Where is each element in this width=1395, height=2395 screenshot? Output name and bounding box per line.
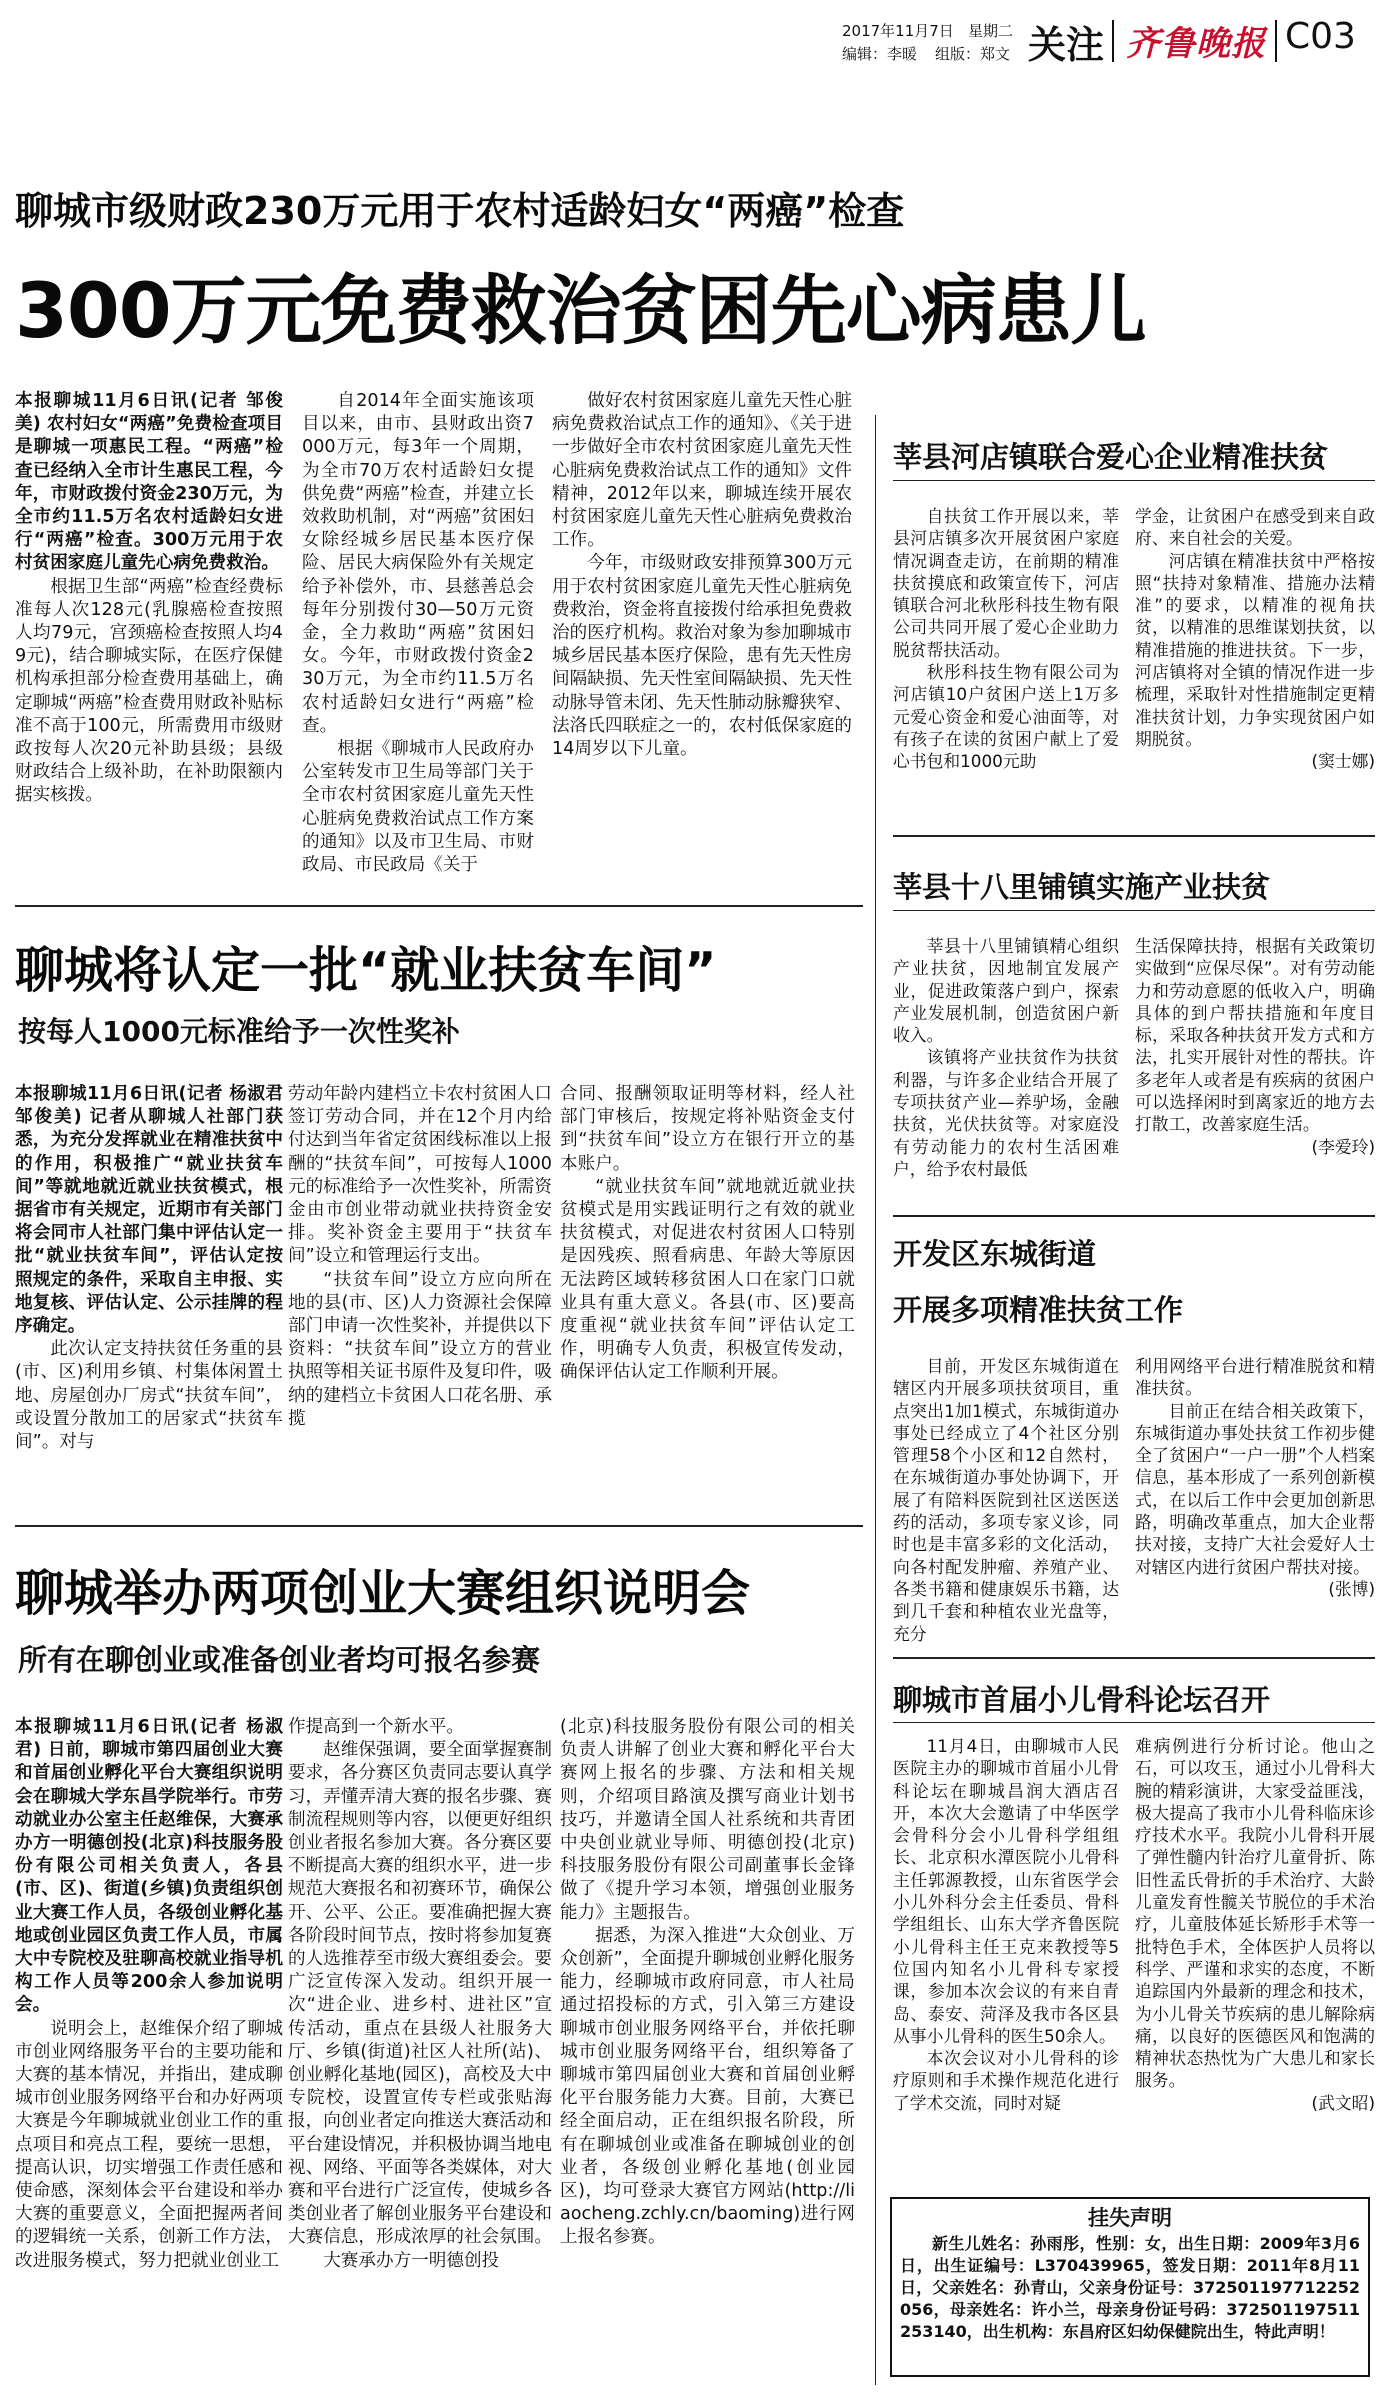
right-article4-column-2 [1135, 1735, 1375, 2114]
column-separator [875, 415, 876, 2385]
right-article1-paragraph: 学金，让贫困户在感受到来自政府、来自社会的关爱。 [1135, 506, 1375, 549]
right-article4-paragraph: 难病例进行分析讨论。他山之石，可以攻玉，通过小儿骨科大腕的精彩演讲，大家受益匪浅，极大提高了我市小儿骨科临床诊疗技术水平。我院小儿骨科开展了弹性髓内针治疗儿童骨折、陈旧性孟氏骨折的手术治疗、大龄儿童发育性髋关节脱位的手术治疗，儿童肢体延长矫形手术等一批特色手术，全体医护人员将以科学、严谨和求实的态度，不断追踪国内外最新的理念和技术，为小儿骨关节疾病的患儿解除病痛，以良好的医德医风和饱满的精神状态热忱为广大患儿和家长服务。 [1135, 1736, 1375, 2091]
divider [893, 1722, 1375, 1723]
article1-title: 300万元免费救治贫困先心病患儿 [15, 266, 1146, 355]
right-article3-paragraph: 利用网络平台进行精准脱贫和精准扶贫。 [1135, 1356, 1375, 1399]
article3-paragraph: 说明会上，赵维保介绍了聊城市创业网络服务平台的主要功能和大赛的基本情况，并指出，建成聊城市创业服务网络平台和办好两项大赛是今年聊城就业创业工作的重点项目和亮点工程，要统一思想，提高认识，切实增强工作责任感和使命感，深刻体会平台建设和举办大赛的重要意义，全面把握两者间的逻辑统一关系，创新工作方法，改进服务模式，努力把就业创业工 [15, 2018, 283, 2271]
right-article2-paragraph: 该镇将产业扶贫作为扶贫利器，与许多企业结合开展了专项扶贫产业—养驴场，金融扶贫，光伏扶贫等。对家庭没有劳动能力的农村生活困难户，给予农村最低 [893, 1047, 1119, 1179]
right-article4-author: (武文昭) [1311, 2092, 1375, 2113]
article3-title: 聊城举办两项创业大赛组织说明会 [15, 1565, 751, 1622]
right-article4-paragraph: 本次会议对小儿骨科的诊疗原则和手术操作规范化进行了学术交流，同时对疑 [893, 2048, 1119, 2113]
article3-column-2 [288, 1716, 552, 2273]
right-article1-author: (窦士娜) [1311, 751, 1375, 772]
editor-credit: 编辑：李暖 [842, 45, 918, 63]
right-article3-subtitle: 开展多项精准扶贫工作 [893, 1293, 1184, 1327]
article2-column-3 [560, 1083, 855, 1385]
lost-notice-body: 新生儿姓名：孙雨彤，性别：女，出生日期：2009年3月6日，出生证编号：L370439965，签发日期：2011年8月11日，父亲姓名：孙青山，父亲身份证号：372501197712252056，母亲姓名：许小兰，母亲身份证号码：372501197511253140，出生机构：东昌府区妇幼保健院出生，特此声明！ [900, 2234, 1360, 2341]
divider [893, 480, 1375, 481]
masthead [0, 0, 1395, 70]
article3-paragraph: 赵维保强调，要全面掌握赛制要求，各分赛区负责同志要认真学习，弄懂弄清大赛的报名步骤、赛制流程规则等内容，以便更好组织创业者报名参加大赛。各分赛区要不断提高大赛的组织水平，进一步规范大赛报名和初赛环节，确保公开、公平、公正。要准确把握大赛各阶段时间节点，按时将参加复赛的人选推荐至市级大赛组委会。要广泛宣传深入发动。组织开展一次“进企业、进乡村、进社区”宣传活动，重点在县级人社服务大厅、乡镇(街道)社区人社所(站)、创业孵化基地(园区)，高校及大中专院校，设置宣传专栏或张贴海报，向创业者定向推送大赛活动和平台建设情况，并积极协调当地电视、网络、平面等各类媒体，对大赛和平台进行广泛宣传，使城乡各类创业者了解创业服务平台建设和大赛信息，形成浓厚的社会氛围。 [288, 1740, 552, 2248]
article2-column-1 [15, 1083, 283, 1454]
right-article3-paragraph: 目前，开发区东城街道在辖区内开展多项扶贫项目，重点突出1加1模式，东城街道办事处已经成立了4个社区分别管理58个小区和12自然村，在东城街道办事处协调下，开展了有陪料医院到社区送医送药的活动，多项专家义诊，同时也是丰富多彩的文化活动，向各村配发肿瘤、养殖产业、各类书籍和健康娱乐书籍，达到几千套和种植农业光盘等，充分 [893, 1356, 1119, 1644]
article1-byline: 本报聊城11月6日讯(记者 邹俊美) 农村妇女“两癌”免费检查项目是聊城一项惠民工程。“两癌”检查已经纳入全市计生惠民工程，今年，市财政拨付资金230万元，为全市约11.5万名农村适龄妇女进行“两癌”检查。300万元用于农村贫困家庭儿童先心病免费救治。 [15, 391, 283, 574]
article1-column-3 [552, 390, 852, 761]
article2-byline: 本报聊城11月6日讯(记者 杨淑君 邹俊美) 记者从聊城人社部门获悉，为充分发挥就业在精准扶贫中的作用，积极推广“就业扶贫车间”等就地就近就业扶贫模式，根据省市有关规定，近期市有关部门将会同市人社部门集中评估认定一批“就业扶贫车间”，评估认定按照规定的条件，采取自主申报、实地复核、评估认定、公示挂牌的程序确定。 [15, 1084, 283, 1337]
issue-weekday: 星期二 [968, 22, 1014, 40]
page-number: C03 [1285, 16, 1356, 57]
divider [893, 1215, 1375, 1217]
article2-paragraph: 此次认定支持扶贫任务重的县(市、区)利用乡镇、村集体闲置土地、房屋创办厂房式“扶贫车间”，或设置分散加工的居家式“扶贫车间”。对与 [15, 1339, 283, 1453]
article2-title: 聊城将认定一批“就业扶贫车间” [15, 942, 717, 999]
article1-kicker: 聊城市级财政230万元用于农村适龄妇女“两癌”检查 [15, 189, 905, 233]
right-article3-title: 开发区东城街道 [893, 1237, 1097, 1271]
right-article2-author: (李爱玲) [1311, 1136, 1375, 1157]
right-article1-paragraph: 河店镇在精准扶贫中严格按照“扶持对象精准、措施办法精准”的要求，以精准的视角扶贫，以精准的思维谋划扶贫，以精准措施的推进扶贫。下一步，河店镇将对全镇的情况作进一步梳理，采取针对性措施制定更精准扶贫计划，力争实现贫困户如期脱贫。 [1135, 550, 1375, 749]
masthead-divider [1112, 20, 1114, 62]
lost-notice-title: 挂失声明 [1088, 2206, 1172, 2230]
article3-column-3 [560, 1716, 855, 2250]
article3-column-1 [15, 1716, 283, 2273]
right-article2-column-1 [893, 935, 1119, 1180]
article1-paragraph: 根据卫生部“两癌”检查经费标准每人次128元(乳腺癌检查按照人均79元，宫颈癌检查按照人均49元)，结合聊城实际，在医疗保健机构承担部分检查费用基础上，确定聊城“两癌”检查费用财政补贴标准不高于100元，所需费用市级财政按每人次20元补助县级；县级财政结合上级补助，在补助限额内据实核拨。 [15, 576, 283, 806]
divider [893, 910, 1375, 911]
newspaper-logo: 齐鲁晚报 [1126, 24, 1266, 64]
lost-notice [890, 2197, 1370, 2377]
article3-subtitle: 所有在聊创业或准备创业者均可报名参赛 [18, 1643, 541, 1677]
divider [15, 905, 863, 907]
article1-column-2 [302, 390, 534, 877]
right-article3-author: (张博) [1328, 1578, 1375, 1599]
right-article2-paragraph: 莘县十八里铺镇精心组织产业扶贫，因地制宜发展产业，促进政策落户到户，探索产业发展机制，创造贫困户新收入。 [893, 936, 1119, 1046]
article1-paragraph: 自2014年全面实施该项目以来，由市、县财政出资7000万元，每3年一个周期，为全市70万农村适龄妇女提供免费“两癌”检查，并建立长效救助机制，对“两癌”贫困妇女除经城乡居民基本医疗保险、居民大病保险外有关规定给予补偿外，市、县慈善总会每年分别拨付30—50万元资金，全力救助“两癌”贫困妇女。今年，市财政拨付资金230万元，为全市约11.5万名农村适龄妇女进行“两癌”检查。 [302, 391, 534, 736]
issue-date: 2017年11月7日 [842, 22, 954, 40]
article1-paragraph: 今年，市级财政安排预算300万元用于农村贫困家庭儿童先天性心脏病免费救治，资金将直接拨付给承担免费救治的医疗机构。救治对象为参加聊城市城乡居民基本医疗保险，患有先天性房间隔缺损、先天性室间隔缺损、先天性动脉导管未闭、先天性肺动脉瓣狭窄、法洛氏四联症之一的，农村低保家庭的14周岁以下儿童。 [552, 553, 852, 760]
divider [15, 1525, 863, 1527]
masthead-divider [1275, 20, 1277, 62]
right-article3-paragraph: 目前正在结合相关政策下，东城街道办事处扶贫工作初步健全了贫困户“一户一册”个人档案信息，基本形成了一系列创新模式，在以后工作中会更加创新思路，明确改革重点，加大企业帮扶对接，支持广大社会爱好人士对辖区内进行贫困户帮扶对接。 [1135, 1400, 1375, 1577]
right-article2-paragraph: 生活保障扶持，根据有关政策切实做到“应保尽保”。对有劳动能力和劳动意愿的低收入户，明确具体的到户帮扶措施和年度目标，采取各种扶贫开发方式和方法，扎实开展针对性的帮扶。许多老年人或者是有疾病的贫困户可以选择闲时到离家近的地方去打散工，改善家庭生活。 [1135, 936, 1375, 1135]
right-article1-paragraph: 秋彤科技生物有限公司为河店镇10户贫困户送上1万多元爱心资金和爱心油面等，对有孩子在读的贫困户献上了爱心书包和1000元助 [893, 662, 1119, 772]
article3-paragraph: 据悉，为深入推进“大众创业、万众创新”，全面提升聊城创业孵化服务能力，经聊城市政府同意，市人社局通过招投标的方式，引入第三方建设聊城市创业服务网络平台，并依托聊城市创业服务网络平台，组织筹备了聊城市第四届创业大赛和首届创业孵化平台服务能力大赛。目前，大赛已经全面启动，正在组织报名阶段，所有在聊城创业或准备在聊城创业的创业者，各级创业孵化基地(创业园区)，均可登录大赛官方网站(http://liaocheng.zchly.cn/baoming)进行网上报名参赛。 [560, 1925, 855, 2248]
article1-paragraph: 做好农村贫困家庭儿童先天性心脏病免费救治试点工作的通知》、《关于进一步做好全市农村贫困家庭儿童先天性心脏病免费救治试点工作的通知》文件精神，2012年以来，聊城连续开展农村贫困家庭儿童先天性心脏病免费救治工作。 [552, 391, 852, 551]
article2-column-2 [288, 1083, 552, 1431]
article1-paragraph: 根据《聊城市人民政府办公室转发市卫生局等部门关于全市农村贫困家庭儿童先天性心脏病免费救治试点工作方案的通知》以及市卫生局、市财政局、市民政局《关于 [302, 739, 534, 876]
right-article1-column-1 [893, 505, 1119, 773]
right-article3-column-2 [1135, 1355, 1375, 1600]
article2-paragraph: “扶贫车间”设立方应向所在地的县(市、区)人力资源社会保障部门申请一次性奖补，并提供以下资料：“扶贫车间”设立方的营业执照等相关证书原件及复印件，吸纳的建档立卡贫困人口花名册、承揽 [288, 1269, 552, 1429]
right-article1-column-2 [1135, 505, 1375, 773]
divider [893, 835, 1375, 837]
right-article3-column-1 [893, 1355, 1119, 1645]
divider [893, 1657, 1375, 1659]
right-article1-title: 莘县河店镇联合爱心企业精准扶贫 [893, 440, 1329, 474]
article3-paragraph: 大赛承办方一明德创投 [323, 2250, 500, 2271]
right-article1-paragraph: 自扶贫工作开展以来，莘县河店镇多次开展贫困户家庭情况调查走访，在前期的精准扶贫摸底和政策宣传下，河店镇联合河北秋彤科技生物有限公司共同开展了爱心企业助力脱贫帮扶活动。 [893, 506, 1119, 660]
layout-credit: 组版：郑文 [935, 45, 1011, 63]
right-article2-column-2 [1135, 935, 1375, 1158]
article3-byline: 本报聊城11月6日讯(记者 杨淑君) 日前，聊城市第四届创业大赛和首届创业孵化平台大赛组织说明会在聊城大学东昌学院举行。市劳动就业办公室主任赵维保，大赛承办方一明德创投(北京)科技服务股份有限公司相关负责人，各县(市、区)、街道(乡镇)负责组织创业大赛工作人员，各级创业孵化基地或创业园区负责工作人员，市属大中专院校及驻聊高校就业指导机构工作人员等200余人参加说明会。 [15, 1717, 283, 2016]
right-article4-paragraph: 11月4日，由聊城市人民医院主办的聊城市首届小儿骨科论坛在聊城昌润大酒店召开，本次大会邀请了中华医学会骨科分会小儿骨科学组组长、北京积水潭医院小儿骨科主任郭源教授，山东省医学会小儿外科分会主任委员、骨科学组组长、山东大学齐鲁医院小儿骨科主任王克来教授等5位国内知名小儿骨科专家授课，参加本次会议的有来自青岛、泰安、菏泽及我市各区县从事小儿骨科的医生50余人。 [893, 1736, 1119, 2046]
article2-paragraph: 劳动年龄内建档立卡农村贫困人口签订劳动合同，并在12个月内给付达到当年省定贫困线标准以上报酬的“扶贫车间”，可按每人1000元的标准给予一次性奖补，所需资金由市创业带动就业扶持资金安排。奖补资金主要用于“扶贫车间”设立和管理运行支出。 [288, 1084, 552, 1267]
article3-paragraph: (北京)科技服务股份有限公司的相关负责人讲解了创业大赛和孵化平台大赛网上报名的步骤、方法和相关规则，介绍项目路演及撰写商业计划书技巧，并邀请全国人社系统和共青团中央创业就业导师、明德创投(北京)科技服务股份有限公司副董事长金锋做了《提升学习本领，增强创业服务能力》主题报告。 [560, 1717, 855, 1923]
section-title: 关注 [1028, 23, 1105, 67]
right-article2-title: 莘县十八里铺镇实施产业扶贫 [893, 870, 1271, 904]
article1-column-1 [15, 390, 283, 808]
article3-paragraph: 作提高到一个新水平。 [288, 1717, 464, 1737]
article2-paragraph: 合同、报酬领取证明等材料，经人社部门审核后，按规定将补贴资金支付到“扶贫车间”设立方在银行开立的基本账户。 [560, 1084, 855, 1174]
article2-subtitle: 按每人1000元标准给予一次性奖补 [18, 1015, 460, 1048]
article2-paragraph: “就业扶贫车间”就地就近就业扶贫模式是用实践证明行之有效的就业扶贫模式，对促进农村贫困人口特别是因残疾、照看病患、年龄大等原因无法跨区域转移贫困人口在家门口就业具有重大意义。各县(市、区)要高度重视“就业扶贫车间”评估认定工作，明确专人负责，积极宣传发动，确保评估认定工作顺利开展。 [560, 1176, 855, 1383]
right-article4-column-1 [893, 1735, 1119, 2114]
right-article4-title: 聊城市首届小儿骨科论坛召开 [893, 1683, 1271, 1717]
